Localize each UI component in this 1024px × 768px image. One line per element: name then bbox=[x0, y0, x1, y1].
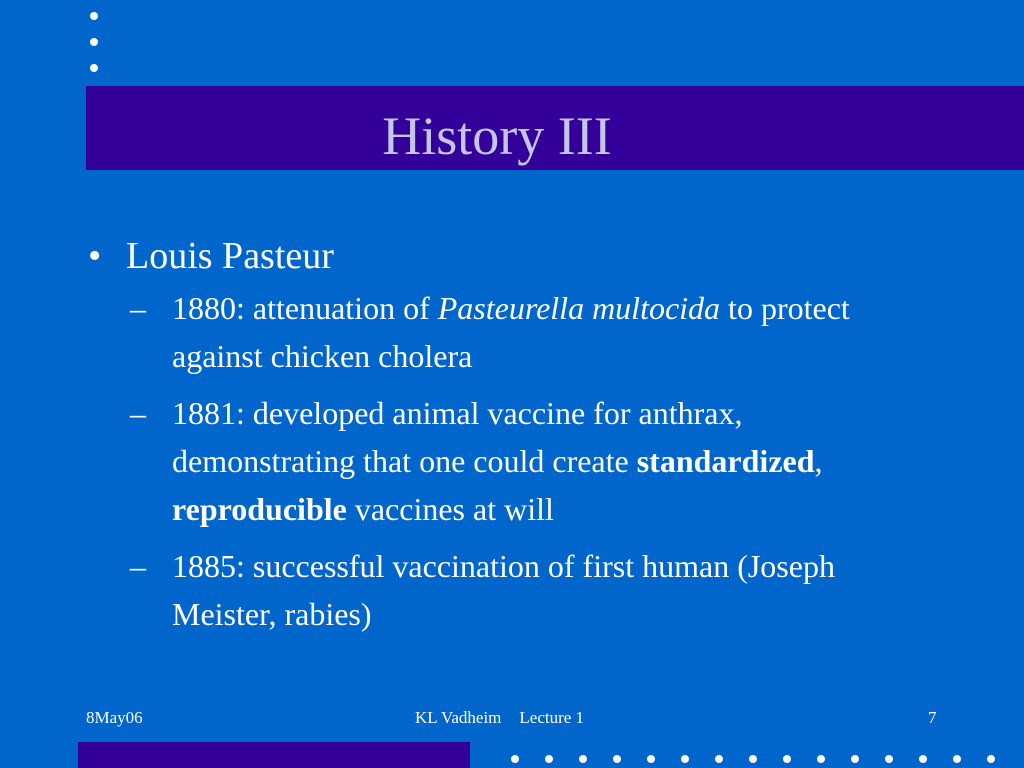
decor-dot-icon bbox=[919, 755, 927, 763]
title-bar bbox=[86, 86, 1024, 170]
emphasis-text: reproducible bbox=[172, 491, 347, 527]
decor-dot-icon bbox=[987, 755, 995, 763]
decor-dot-icon bbox=[90, 64, 98, 72]
sub-bullet-list bbox=[86, 284, 906, 638]
decor-dot-icon bbox=[783, 755, 791, 763]
sub-bullet-text: to protect against chicken cholera bbox=[172, 290, 850, 374]
footer-page-number: 7 bbox=[928, 708, 937, 727]
decor-dot-icon bbox=[749, 755, 757, 763]
footer-center bbox=[415, 708, 584, 728]
decor-dot-icon bbox=[90, 38, 98, 46]
sub-bullet-item bbox=[86, 284, 906, 380]
species-name: Pasteurella multocida bbox=[437, 290, 721, 326]
decor-dot-icon bbox=[953, 755, 961, 763]
dash-marker-icon: – bbox=[130, 548, 146, 584]
decor-dot-icon bbox=[715, 755, 723, 763]
decor-dot-icon bbox=[613, 755, 621, 763]
dash-marker-icon: – bbox=[130, 290, 146, 326]
decor-dot-icon bbox=[511, 755, 519, 763]
sub-bullet-text: vaccines at will bbox=[346, 491, 554, 527]
sub-bullet-text: 1881: developed animal vaccine for anthrax, demonstrating that one could create bbox=[172, 395, 743, 479]
decor-dot-icon bbox=[885, 755, 893, 763]
footer-author: KL Vadheim bbox=[415, 708, 502, 727]
separator-text: , bbox=[814, 443, 823, 479]
sub-bullet-text: 1880: attenuation of bbox=[172, 290, 438, 326]
dash-marker-icon: – bbox=[130, 395, 146, 431]
footer-date: 8May06 bbox=[86, 708, 143, 727]
sub-bullet-item bbox=[86, 389, 906, 533]
bullet-label: Louis Pasteur bbox=[126, 235, 334, 277]
sub-bullet-text: 1885: successful vaccination of first human (Joseph Meister, rabies) bbox=[172, 548, 835, 632]
decor-dot-icon bbox=[851, 755, 859, 763]
decor-dot-icon bbox=[545, 755, 553, 763]
decor-dot-icon bbox=[681, 755, 689, 763]
decor-dot-icon bbox=[817, 755, 825, 763]
footer-lecture: Lecture 1 bbox=[519, 708, 585, 727]
decor-dot-icon bbox=[647, 755, 655, 763]
sub-bullet-item bbox=[86, 542, 906, 638]
emphasis-text: standardized bbox=[636, 443, 815, 479]
bullet-marker-icon: • bbox=[88, 235, 102, 277]
bullet-item bbox=[86, 232, 906, 280]
slide-title: History III bbox=[382, 106, 612, 166]
decor-dot-icon bbox=[90, 12, 98, 20]
decor-dot-icon bbox=[579, 755, 587, 763]
bottom-bar bbox=[78, 742, 470, 768]
slide-content bbox=[86, 232, 906, 647]
